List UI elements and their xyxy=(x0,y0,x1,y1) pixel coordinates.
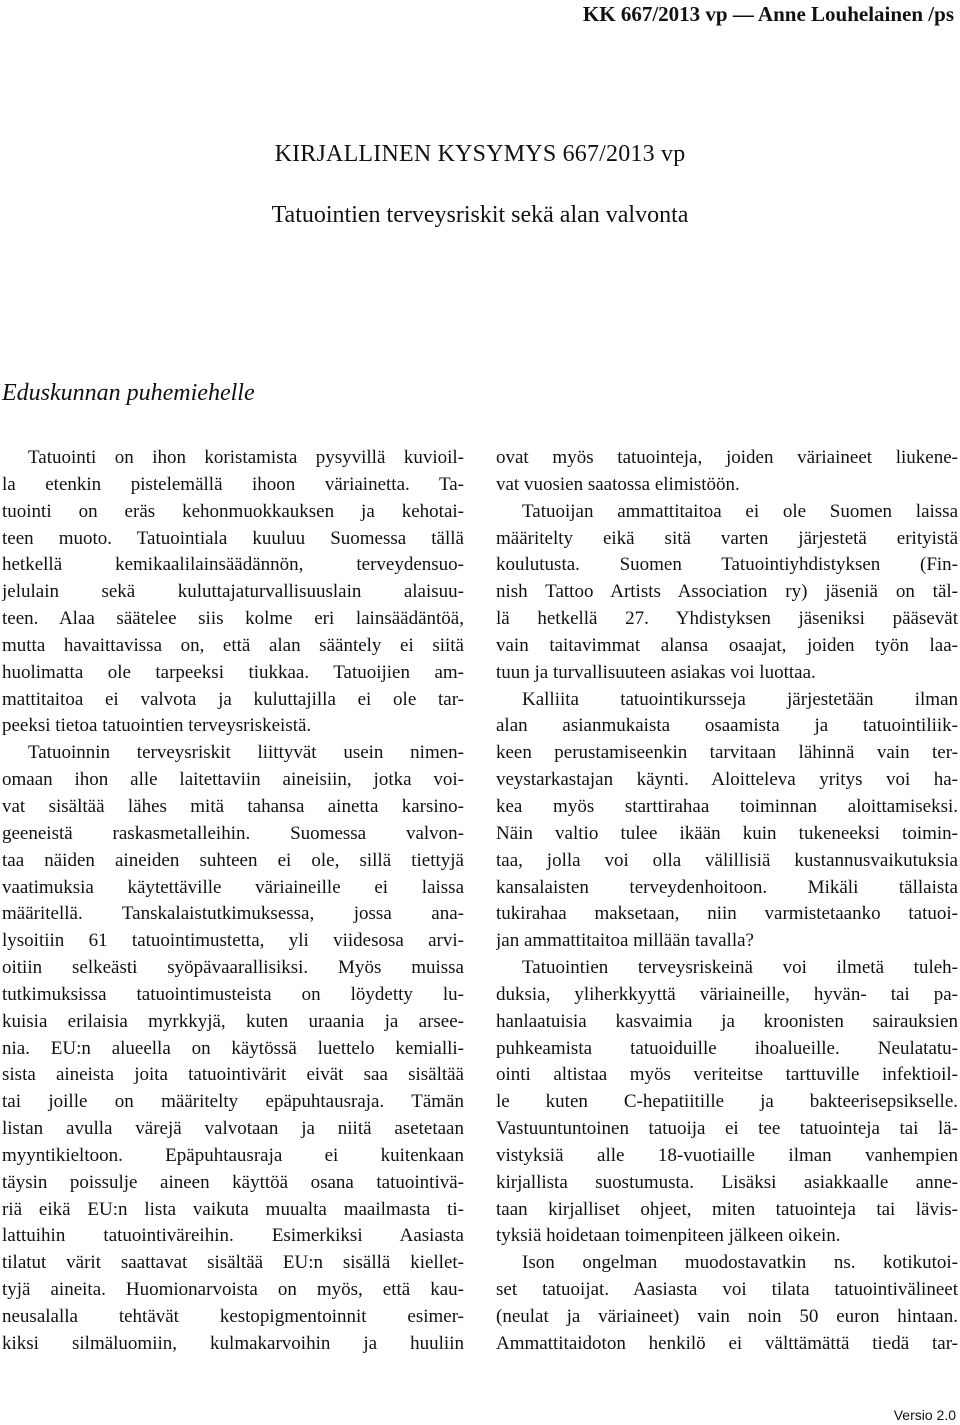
text-line: täysin poissulje aineen käyttöä osana tatuointivä- xyxy=(2,1171,464,1193)
text-line: alan asianmukaista osaamista ja tatuointiliik- xyxy=(496,715,958,737)
text-line: tilatut värit saattavat sisältää EU:n sisällä kiellet- xyxy=(2,1252,464,1274)
document-id-header: KK 667/2013 vp — Anne Louhelainen /ps xyxy=(582,2,954,26)
text-line: tukirahaa maksetaan, niin varmistetaanko tatuoi- xyxy=(496,903,958,925)
text-line: (neulat ja väriaineet) vain noin 50 euron hintaan. xyxy=(496,1306,958,1327)
text-line: hanlaatuisia kasvaimia ja kroonisten sairauksien xyxy=(496,1010,958,1032)
text-line: puhkeamista tatuoiduille ihoalueille. Neulatatu- xyxy=(496,1037,958,1059)
text-line: taa, jolla voi olla välillisiä kustannusvaikutuksia xyxy=(496,849,958,871)
text-line: määritellä. Tanskalaistutkimuksessa, jossa ana- xyxy=(2,903,464,925)
text-line: lattuihin tatuointiväreihin. Esimerkiksi Aasiasta xyxy=(2,1225,464,1247)
text-line: mattitaitoa ei valvota ja kuluttajilla ei ole tar- xyxy=(2,688,464,710)
text-line: Tatuoinnin terveysriskit liittyvät usein nimen- xyxy=(28,742,464,764)
text-line: vat sisältää lähes mitä tahansa ainetta karsino- xyxy=(2,795,464,817)
text-line: ovat myös tatuointeja, joiden väriaineet liukene- xyxy=(496,447,958,468)
text-line: huolimatta ole tarpeeksi tiukkaa. Tatuoijien am- xyxy=(2,661,464,683)
text-line: geeneistä raskasmetalleihin. Suomessa valvon- xyxy=(2,822,464,844)
text-line: Kalliita tatuointikursseja järjestetään ilman xyxy=(522,688,958,710)
text-line: Näin valtio tulee ikään kuin tukeneeksi toimin- xyxy=(496,822,958,844)
text-line: ointi altistaa myös veriteitse tarttuville infektioil- xyxy=(496,1064,958,1086)
text-line: taan kirjalliset ohjeet, miten tatuointeja tai lävis- xyxy=(496,1198,958,1220)
text-line: Ison ongelman muodostavatkin ns. kotikutoi- xyxy=(522,1252,958,1274)
text-line: teen muoto. Tatuointiala kuuluu Suomessa tällä xyxy=(2,527,464,549)
text-line: hetkellä kemikaalilainsäädännön, terveydensuo- xyxy=(2,554,464,576)
text-line: kiksi silmäluomiin, kulmakarvoihin ja huuliin xyxy=(2,1332,464,1354)
text-line: Tatuoijan ammattitaitoa ei ole Suomen laissa xyxy=(522,500,958,522)
text-line: Tatuointien terveysriskeinä voi ilmetä tuleh- xyxy=(522,957,958,979)
text-line: nia. EU:n alueella on käytössä luettelo kemialli- xyxy=(2,1037,464,1059)
text-line: set tatuoijat. Aasiasta voi tilata tatuointivälineet xyxy=(496,1279,958,1301)
text-line: peeksi tietoa tatuointien terveysriskeistä. xyxy=(2,715,312,737)
document-title: KIRJALLINEN KYSYMYS 667/2013 vp xyxy=(274,141,686,167)
text-line: tyjä aineita. Huomionarvoista on myös, että kau- xyxy=(2,1279,464,1301)
text-line: la etenkin pistelemällä ihoon väriainetta. Ta- xyxy=(2,473,464,495)
text-line: lysoitiin 61 tatuointimustetta, yli viidesosa arvi- xyxy=(2,930,464,952)
text-line: listan avulla värejä valvotaan ja niitä asetetaan xyxy=(2,1118,464,1140)
text-line: riä eikä EU:n lista vaikuta muualta maailmasta ti- xyxy=(2,1198,464,1220)
text-line: tuointi on eräs kehonmuokkauksen ja kehotai- xyxy=(2,500,464,522)
body-column-left xyxy=(2,445,464,1358)
text-line: määritelty eikä sitä varten järjestetä erityistä xyxy=(496,527,958,549)
text-line: oitiin selkeästi syöpävaarallisiksi. Myös muissa xyxy=(2,957,464,979)
body-column-right xyxy=(496,445,958,1358)
version-label: Versio 2.0 xyxy=(893,1407,956,1423)
text-line: teen. Alaa säätelee siis kolme eri lainsäädäntöä, xyxy=(2,608,464,630)
text-line: tuun ja turvallisuuteen asiakas voi luottaa. xyxy=(496,661,816,683)
text-line: omaan ihon alle laitettaviin aineisiin, jotka voi- xyxy=(2,769,464,791)
text-line: kansalaisten terveydenhoitoon. Mikäli tällaista xyxy=(496,876,958,898)
text-line: duksia, yliherkkyyttä väriaineille, hyvän- tai pa- xyxy=(496,983,958,1005)
text-line: Ammattitaidoton henkilö ei välttämättä tiedä tar- xyxy=(496,1332,958,1354)
text-line: veystarkastajan käynti. Aloitteleva yritys voi ha- xyxy=(496,769,958,791)
text-line: sista aineista joita tatuointivärit eivät saa sisältää xyxy=(2,1064,464,1086)
text-line: nish Tattoo Artists Association ry) jäseniä on täl- xyxy=(496,581,958,603)
text-line: jan ammattitaitoa millään tavalla? xyxy=(496,930,754,952)
text-line: vain taitavimmat alansa osaajat, joiden työn laa- xyxy=(496,634,958,656)
text-line: kea myös starttirahaa toiminnan aloittamiseksi. xyxy=(496,795,958,817)
text-line: tutkimuksissa tatuointimusteista on löydetty lu- xyxy=(2,983,464,1005)
document-subtitle: Tatuointien terveysriskit sekä alan valvonta xyxy=(271,202,689,228)
text-line: koulutusta. Suomen Tatuointiyhdistyksen (Fin- xyxy=(496,554,958,576)
text-line: myyntikieltoon. Epäpuhtausraja ei kuitenkaan xyxy=(2,1144,464,1166)
salutation: Eduskunnan puhemiehelle xyxy=(2,380,255,406)
text-line: jelulain sekä kuluttajaturvallisuuslain alaisuu- xyxy=(2,581,464,603)
text-line: le kuten C-hepatiitille ja bakteerisepsikselle. xyxy=(496,1091,958,1113)
text-line: neusalalla tehtävät kestopigmentoinnit esimer- xyxy=(2,1306,464,1327)
text-line: taa näiden aineiden suhteen ei ole, sillä tiettyjä xyxy=(2,849,464,871)
text-line: vaatimuksia käytettäville väriaineille ei laissa xyxy=(2,876,464,898)
text-line: mutta havaittavissa on, että alan sääntely ei siitä xyxy=(2,634,464,656)
text-line: tai joille on määritelty epäpuhtausraja. Tämän xyxy=(2,1091,464,1113)
text-line: vistyksiä alle 18-vuotiaille ilman vanhempien xyxy=(496,1144,958,1166)
text-line: vat vuosien saatossa elimistöön. xyxy=(496,473,740,495)
text-line: Tatuointi on ihon koristamista pysyvillä kuvioil- xyxy=(28,447,464,468)
text-line: kuisia erilaisia myrkkyjä, kuten uraania ja arsee- xyxy=(2,1010,464,1032)
text-line: keen perustamiseenkin tarvitaan lähinnä vain ter- xyxy=(496,742,958,764)
text-line: lä hetkellä 27. Yhdistyksen jäseniksi pääsevät xyxy=(496,608,958,630)
text-line: kirjallista suostumusta. Lisäksi asiakkaalle anne- xyxy=(496,1171,958,1193)
text-line: Vastuuntuntoinen tatuoija ei tee tatuointeja tai lä- xyxy=(496,1118,958,1140)
text-line: tyksiä hoidetaan toimenpiteen jälkeen oikein. xyxy=(496,1225,841,1247)
